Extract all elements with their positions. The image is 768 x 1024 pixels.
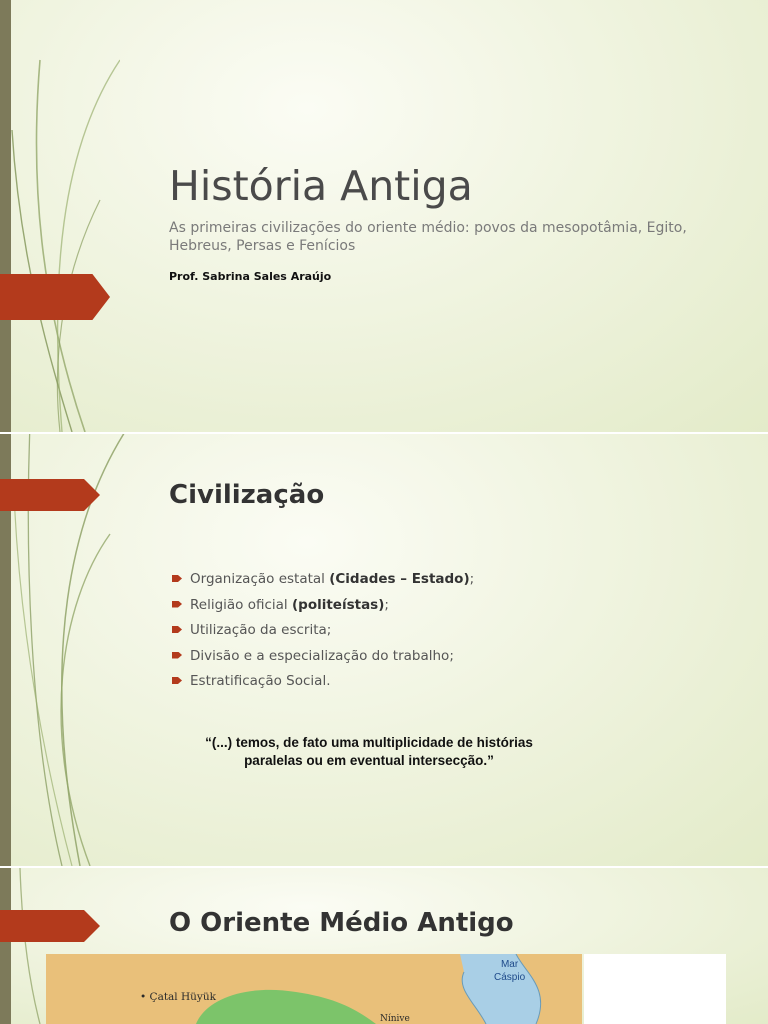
slide-heading: O Oriente Médio Antigo [169, 908, 514, 938]
civilization-slide [0, 434, 768, 866]
map-label-partial: Nínive [380, 1014, 410, 1024]
bullet-arrow-icon [172, 652, 182, 659]
title-slide [0, 0, 768, 432]
slide-heading: Civilização [169, 480, 325, 510]
bullet-item: Divisão e a especialização do trabalho; [172, 647, 474, 673]
side-bar [0, 0, 11, 432]
bullet-list [172, 570, 474, 698]
bullet-item: Organização estatal (Cidades – Estado); [172, 570, 474, 596]
quote-line-2: paralelas ou em eventual intersecção.” [244, 753, 494, 768]
slide-marker-arrow [0, 910, 100, 942]
map-label-caspian-sea: Mar Cáspio [494, 959, 526, 983]
historical-map [46, 954, 582, 1024]
bullet-item: Religião oficial (politeístas); [172, 596, 474, 622]
presentation-subtitle: As primeiras civilizações do oriente médio: povos da mesopotâmia, Egito, Hebreus, Persas e Fenícios [169, 220, 687, 254]
map-side-panel [584, 954, 726, 1024]
middle-east-slide [0, 868, 768, 1024]
bullet-arrow-icon [172, 601, 182, 608]
bullet-arrow-icon [172, 626, 182, 633]
presentation-title: História Antiga [169, 162, 473, 210]
bullet-arrow-icon [172, 677, 182, 684]
decorative-curves [0, 0, 120, 432]
slide-marker-arrow [0, 274, 110, 320]
quote-line-1: “(...) temos, de fato uma multiplicidade de histórias [205, 735, 533, 750]
side-bar [0, 868, 11, 1024]
bullet-item: Utilização da escrita; [172, 621, 474, 647]
bullet-item: Estratificação Social. [172, 672, 474, 698]
map-label-catal-huyuk: • Çatal Hüyük [140, 991, 216, 1003]
slide-marker-arrow [0, 479, 100, 511]
bullet-arrow-icon [172, 575, 182, 582]
quote [170, 734, 568, 770]
author-name: Prof. Sabrina Sales Araújo [169, 270, 332, 283]
